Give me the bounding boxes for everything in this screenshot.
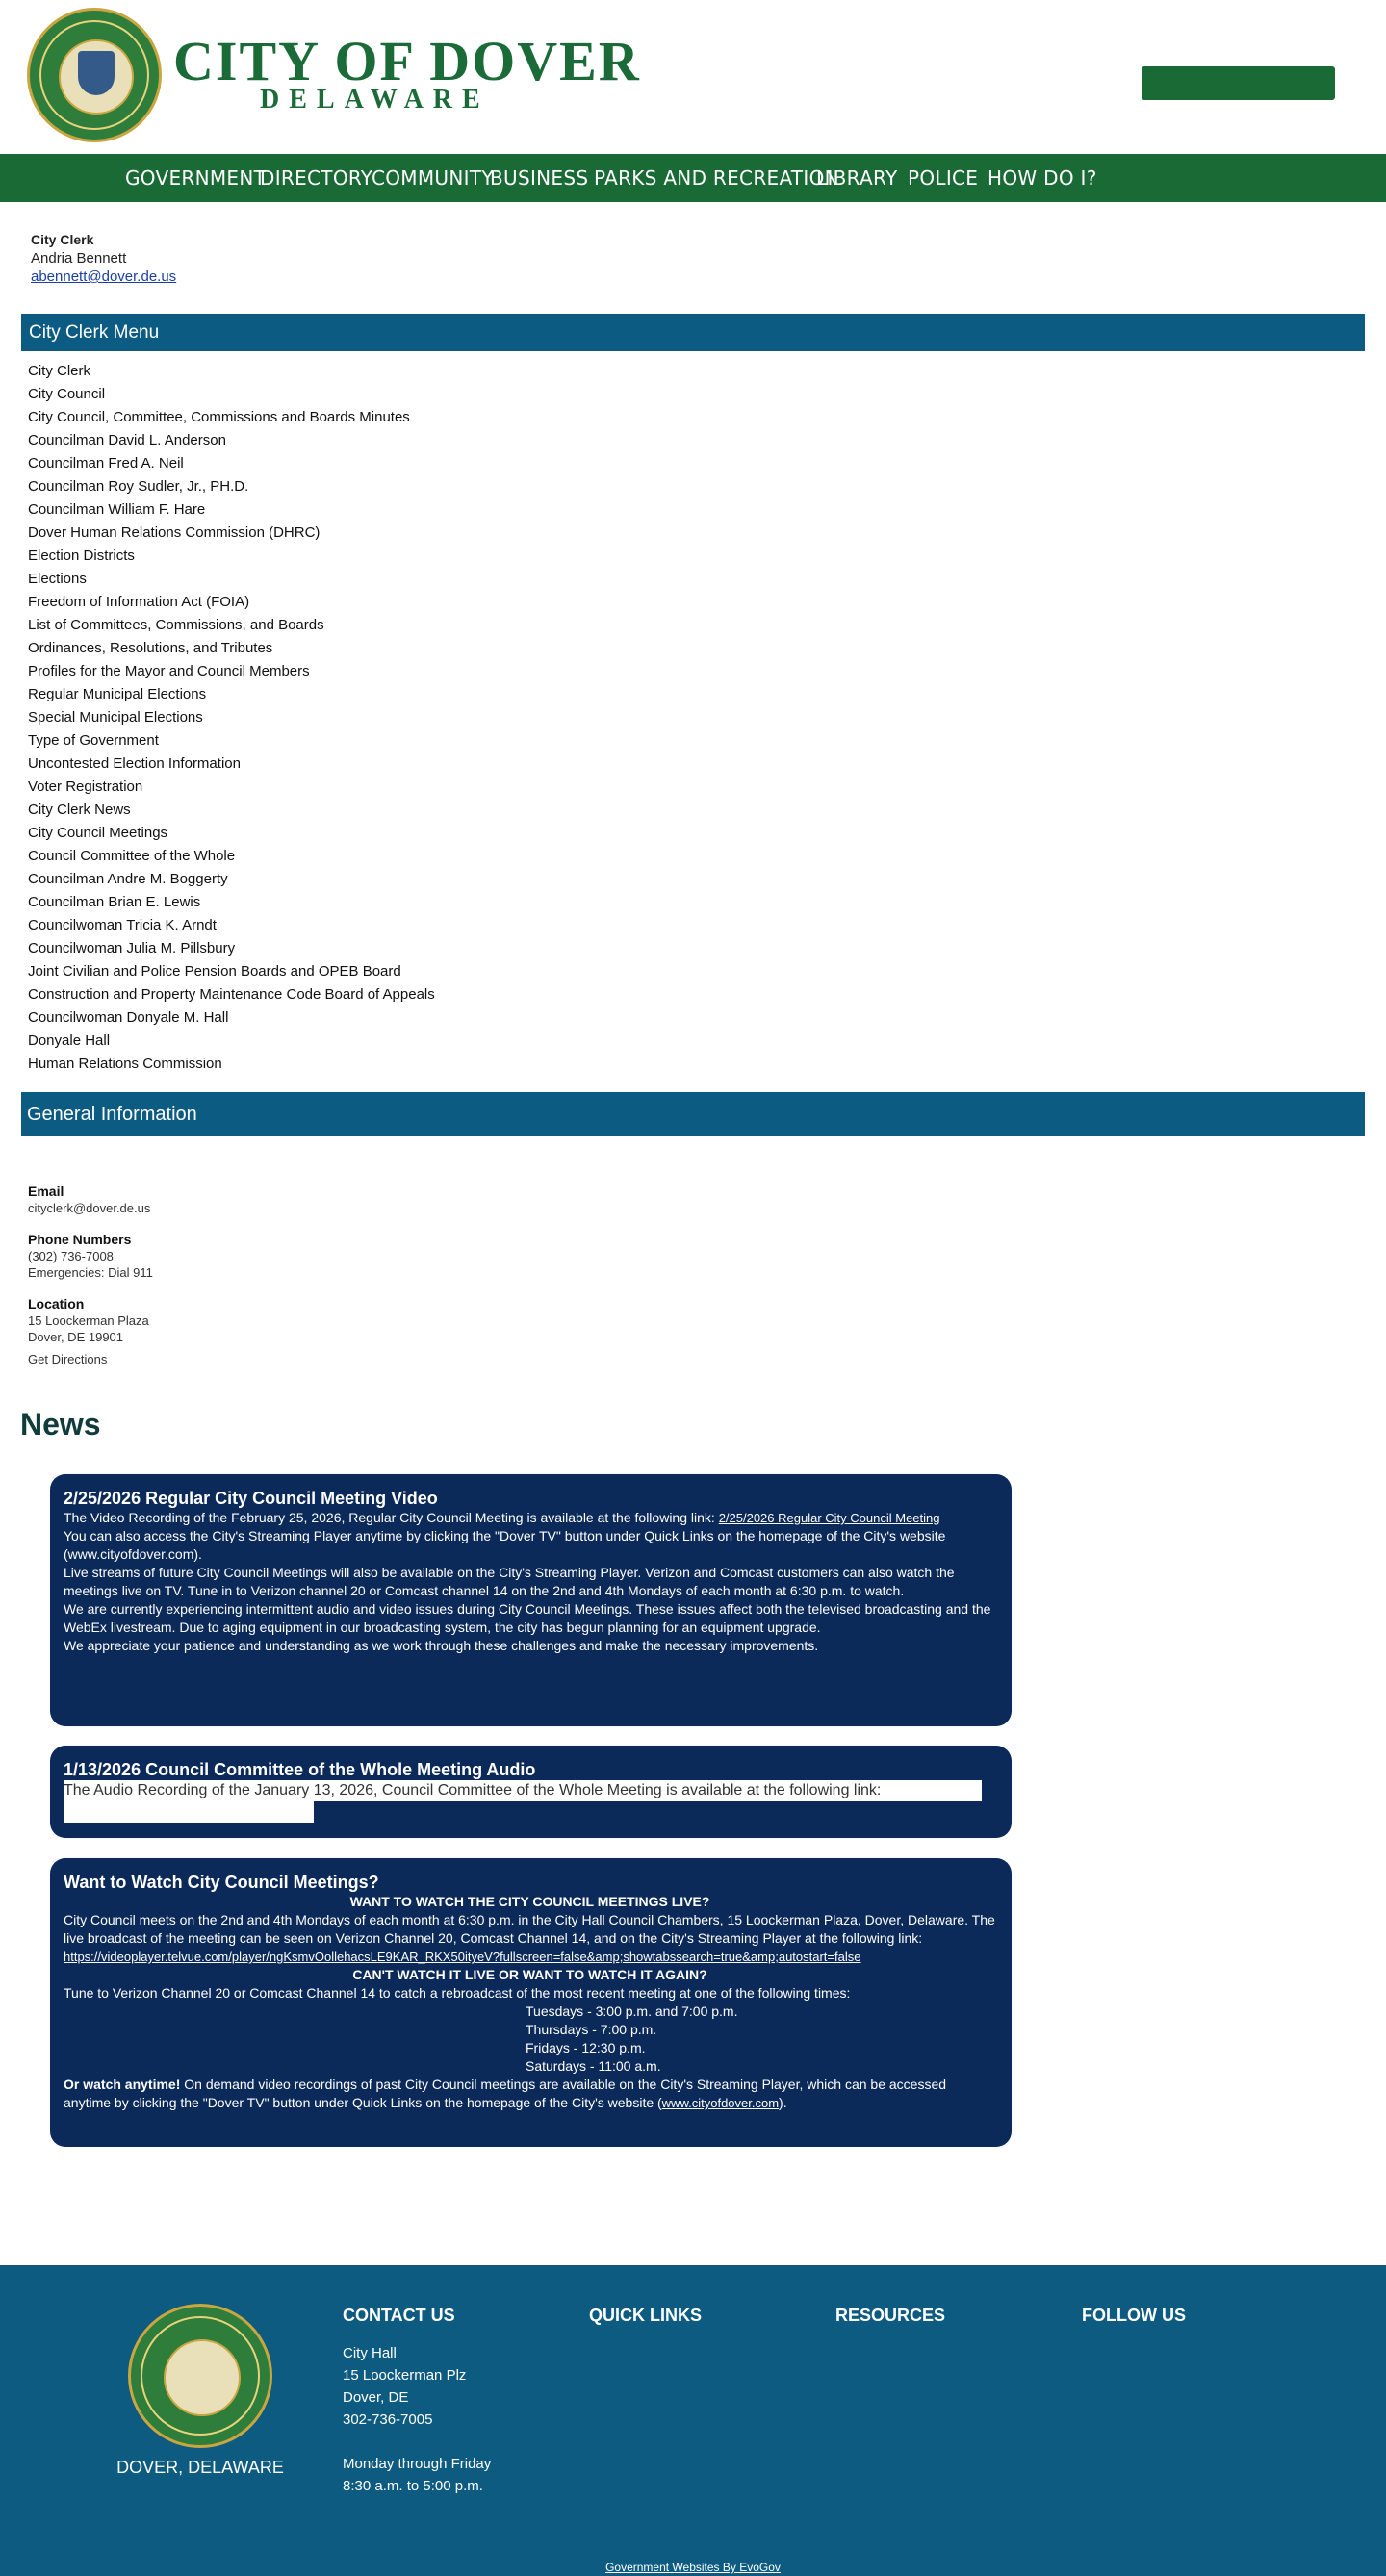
menu-item-profiles[interactable]: Profiles for the Mayor and Council Members [28,663,310,679]
news-heading: News [20,1407,101,1441]
news-card-text: On demand video recordings of past City Council meetings are available on the City's Streaming Player, which can be accessed anytime by clicking the "Dover TV" button under Quick Links on the homepage of the City's website ( [64,2077,947,2110]
menu-item-council-meetings[interactable]: City Council Meetings [28,825,168,841]
rebroadcast-time: Tuesdays - 3:00 p.m. and 7:00 p.m. [526,2003,738,2019]
menu-item-committee-of-whole[interactable]: Council Committee of the Whole [28,848,236,864]
nav-how-do-i[interactable]: HOW DO I? [988,166,1097,190]
news-card-committee-audio [50,1746,1012,1838]
menu-item-election-districts[interactable]: Election Districts [28,548,135,564]
footer-contact-line: 8:30 a.m. to 5:00 p.m. [343,2478,483,2494]
news-card-text: ). [779,2095,787,2110]
news-card-text: We are currently experiencing intermittent audio and video issues during City Council Meetings. These issues affect both the televised broadcasting and the WebEx livestream. Due to aging equipment in our broadcasting system, the city has begun planning for an equipment upgrade. [64,1601,991,1635]
menu-item-foia[interactable]: Freedom of Information Act (FOIA) [28,594,250,610]
news-card-text: City Council meets on the 2nd and 4th Mondays of each month at 6:30 p.m. in the City Hall Council Chambers, 15 Loockerman Plaza, Dover, Delaware. The live broadcast of the meeting can be seen on Verizon Channel 20, Comcast Channel 14, and on the City's Streaming Player at the following link: [64,1912,995,1946]
clerk-contact [31,231,176,286]
rebroadcast-heading: CAN'T WATCH IT LIVE OR WANT TO WATCH IT AGAIN? [352,1967,707,1982]
clerk-title: City Clerk [31,232,94,247]
footer-contact-line: 15 Loockerman Plz [343,2367,467,2384]
news-card-title[interactable]: Want to Watch City Council Meetings? [64,1873,379,1892]
clerk-email-link[interactable]: abennett@dover.de.us [31,268,177,285]
quick-links-heading: QUICK LINKS [589,2306,702,2325]
nav-business[interactable]: BUSINESS [490,166,589,190]
menu-item-clerk-news[interactable]: City Clerk News [28,802,131,818]
email-label: Email [28,1184,64,1199]
nav-community[interactable]: COMMUNITY [372,166,494,190]
phone-block [28,1232,153,1281]
menu-item-code-board-appeals[interactable]: Construction and Property Maintenance Code Board of Appeals [28,986,435,1003]
news-card-text: You can also access the City's Streaming Player anytime by clicking the "Dover TV" button under Quick Links on the homepage of the City's website (www.cityofdover.com). [64,1528,946,1562]
city-seal-logo[interactable] [27,8,162,142]
news-card-text: We appreciate your patience and understanding as we work through these challenges and make the necessary improvements. [64,1638,819,1653]
contact-us-heading: CONTACT US [343,2306,455,2325]
emergency-number: Emergencies: Dial 911 [28,1265,153,1280]
news-card-title[interactable]: 2/25/2026 Regular City Council Meeting Video [64,1489,438,1508]
news-card-watch-meetings [50,1858,1012,2147]
menu-item-pillsbury[interactable]: Councilwoman Julia M. Pillsbury [28,940,236,956]
evogov-credit-link[interactable]: Government Websites By EvoGov [605,2561,781,2574]
rebroadcast-time: Saturdays - 11:00 a.m. [526,2058,661,2074]
menu-item-donyale-hall[interactable]: Donyale Hall [28,1033,111,1049]
get-directions-link[interactable]: Get Directions [28,1352,108,1366]
live-heading: WANT TO WATCH THE CITY COUNCIL MEETINGS LIVE? [349,1894,710,1909]
phone-number: (302) 736-7008 [28,1249,114,1263]
footer-contact-line: 302-736-7005 [343,2411,433,2428]
menu-item-committees-list[interactable]: List of Committees, Commissions, and Boards [28,617,324,633]
menu-item-sudler[interactable]: Councilman Roy Sudler, Jr., PH.D. [28,478,249,495]
council-video-link[interactable]: 2/25/2026 Regular City Council Meeting [718,1511,940,1525]
menu-item-dhrc[interactable]: Dover Human Relations Commission (DHRC) [28,524,321,541]
menu-item-donyale-hall-councilwoman[interactable]: Councilwoman Donyale M. Hall [28,1009,229,1026]
clerk-menu-heading [21,314,1365,351]
footer-city-name: DOVER, DELAWARE [116,2458,284,2477]
clerk-menu-list [28,360,435,1076]
general-email: cityclerk@dover.de.us [28,1201,151,1215]
resources-heading: RESOURCES [835,2306,946,2325]
main-nav [0,154,1386,202]
menu-item-regular-elections[interactable]: Regular Municipal Elections [28,686,207,702]
email-block [28,1184,150,1216]
location-label: Location [28,1296,85,1312]
nav-library[interactable]: LIBRARY [816,166,898,190]
footer-contact-line: Dover, DE [343,2389,409,2406]
clerk-name: Andria Bennett [31,250,127,267]
site-footer [0,2265,1386,2576]
seal-shield-icon [78,51,115,95]
nav-government[interactable]: GOVERNMENT [125,166,267,190]
menu-item-type-of-government[interactable]: Type of Government [28,732,159,749]
site-title[interactable]: CITY OF DOVER [173,30,641,92]
news-card-title[interactable]: 1/13/2026 Council Committee of the Whole Meeting Audio [64,1760,536,1779]
menu-item-elections[interactable]: Elections [28,571,87,587]
news-card-council-video [50,1474,1012,1726]
menu-item-special-elections[interactable]: Special Municipal Elections [28,709,203,726]
clerk-menu-heading-text: City Clerk Menu [29,322,160,343]
nav-directory[interactable]: DIRECTORY [260,166,373,190]
menu-item-arndt[interactable]: Councilwoman Tricia K. Arndt [28,917,217,933]
phone-label: Phone Numbers [28,1232,132,1247]
address-line-2: Dover, DE 19901 [28,1330,124,1344]
menu-item-voter-registration[interactable]: Voter Registration [28,778,143,795]
nav-police[interactable]: POLICE [908,166,979,190]
rebroadcast-times [64,2002,996,2076]
news-card-text: Live streams of future City Council Meetings will also be available on the City's Streaming Player. Verizon and Comcast customers can also watch the meetings live on TV. Tune in to Verizon channel 20 or Comcast channel 14 on the 2nd and 4th Mondays of each month at 6:30 p.m. to watch. [64,1565,955,1598]
rebroadcast-time: Fridays - 12:30 p.m. [526,2040,646,2055]
menu-item-hare[interactable]: Councilman William F. Hare [28,501,206,518]
site-subtitle: DELAWARE [260,85,490,115]
city-website-link[interactable]: www.cityofdover.com [661,2096,780,2110]
menu-item-uncontested-election[interactable]: Uncontested Election Information [28,755,241,772]
general-info-heading-text: General Information [27,1104,197,1125]
menu-item-pension-boards[interactable]: Joint Civilian and Police Pension Boards and OPEB Board [28,963,401,980]
general-info-heading [21,1092,1365,1136]
news-card-text: Tune to Verizon Channel 20 or Comcast Channel 14 to catch a rebroadcast of the most recent meeting at one of the following times: [64,1985,851,2001]
news-card-text: The Video Recording of the February 25, 2026, Regular City Council Meeting is available at the following link: [64,1510,719,1525]
footer-contact-line: Monday through Friday [343,2456,492,2472]
address-line-1: 15 Loockerman Plaza [28,1314,149,1328]
news-card-text: The Audio Recording of the January 13, 2026, Council Committee of the Whole Meeting is available at the following link: [64,1780,982,1801]
location-block [28,1296,149,1367]
menu-item-minutes[interactable]: City Council, Committee, Commissions and Boards Minutes [28,409,410,425]
audio-link-placeholder[interactable] [64,1801,314,1823]
menu-item-human-relations[interactable]: Human Relations Commission [28,1056,222,1072]
footer-contact-line [343,2431,491,2453]
menu-item-anderson[interactable]: Councilman David L. Anderson [28,432,226,448]
footer-contact-info [343,2342,491,2497]
menu-item-boggerty[interactable]: Councilman Andre M. Boggerty [28,871,228,887]
menu-item-ordinances[interactable]: Ordinances, Resolutions, and Tributes [28,640,273,656]
nav-parks-and-recreation[interactable]: PARKS AND RECREATION [594,166,839,190]
menu-item-city-clerk[interactable]: City Clerk [28,363,91,379]
streaming-player-link[interactable]: https://videoplayer.telvue.com/player/ngKsmvOollehacsLE9KAR_RKX50ityeV?fullscreen=false&amp;showtabssearch=true&amp;autostart=false [64,1950,861,1964]
site-header [0,0,1386,154]
watch-anytime-label: Or watch anytime! [64,2077,181,2092]
header-action-button[interactable] [1142,66,1335,100]
menu-item-lewis[interactable]: Councilman Brian E. Lewis [28,894,201,910]
rebroadcast-time: Thursdays - 7:00 p.m. [526,2022,657,2037]
menu-item-neil[interactable]: Councilman Fred A. Neil [28,455,184,472]
menu-item-city-council[interactable]: City Council [28,386,106,402]
seal-center [164,2339,241,2416]
footer-contact-line: City Hall [343,2345,397,2361]
footer-seal-logo[interactable] [128,2304,272,2448]
follow-us-heading: FOLLOW US [1082,2306,1186,2325]
